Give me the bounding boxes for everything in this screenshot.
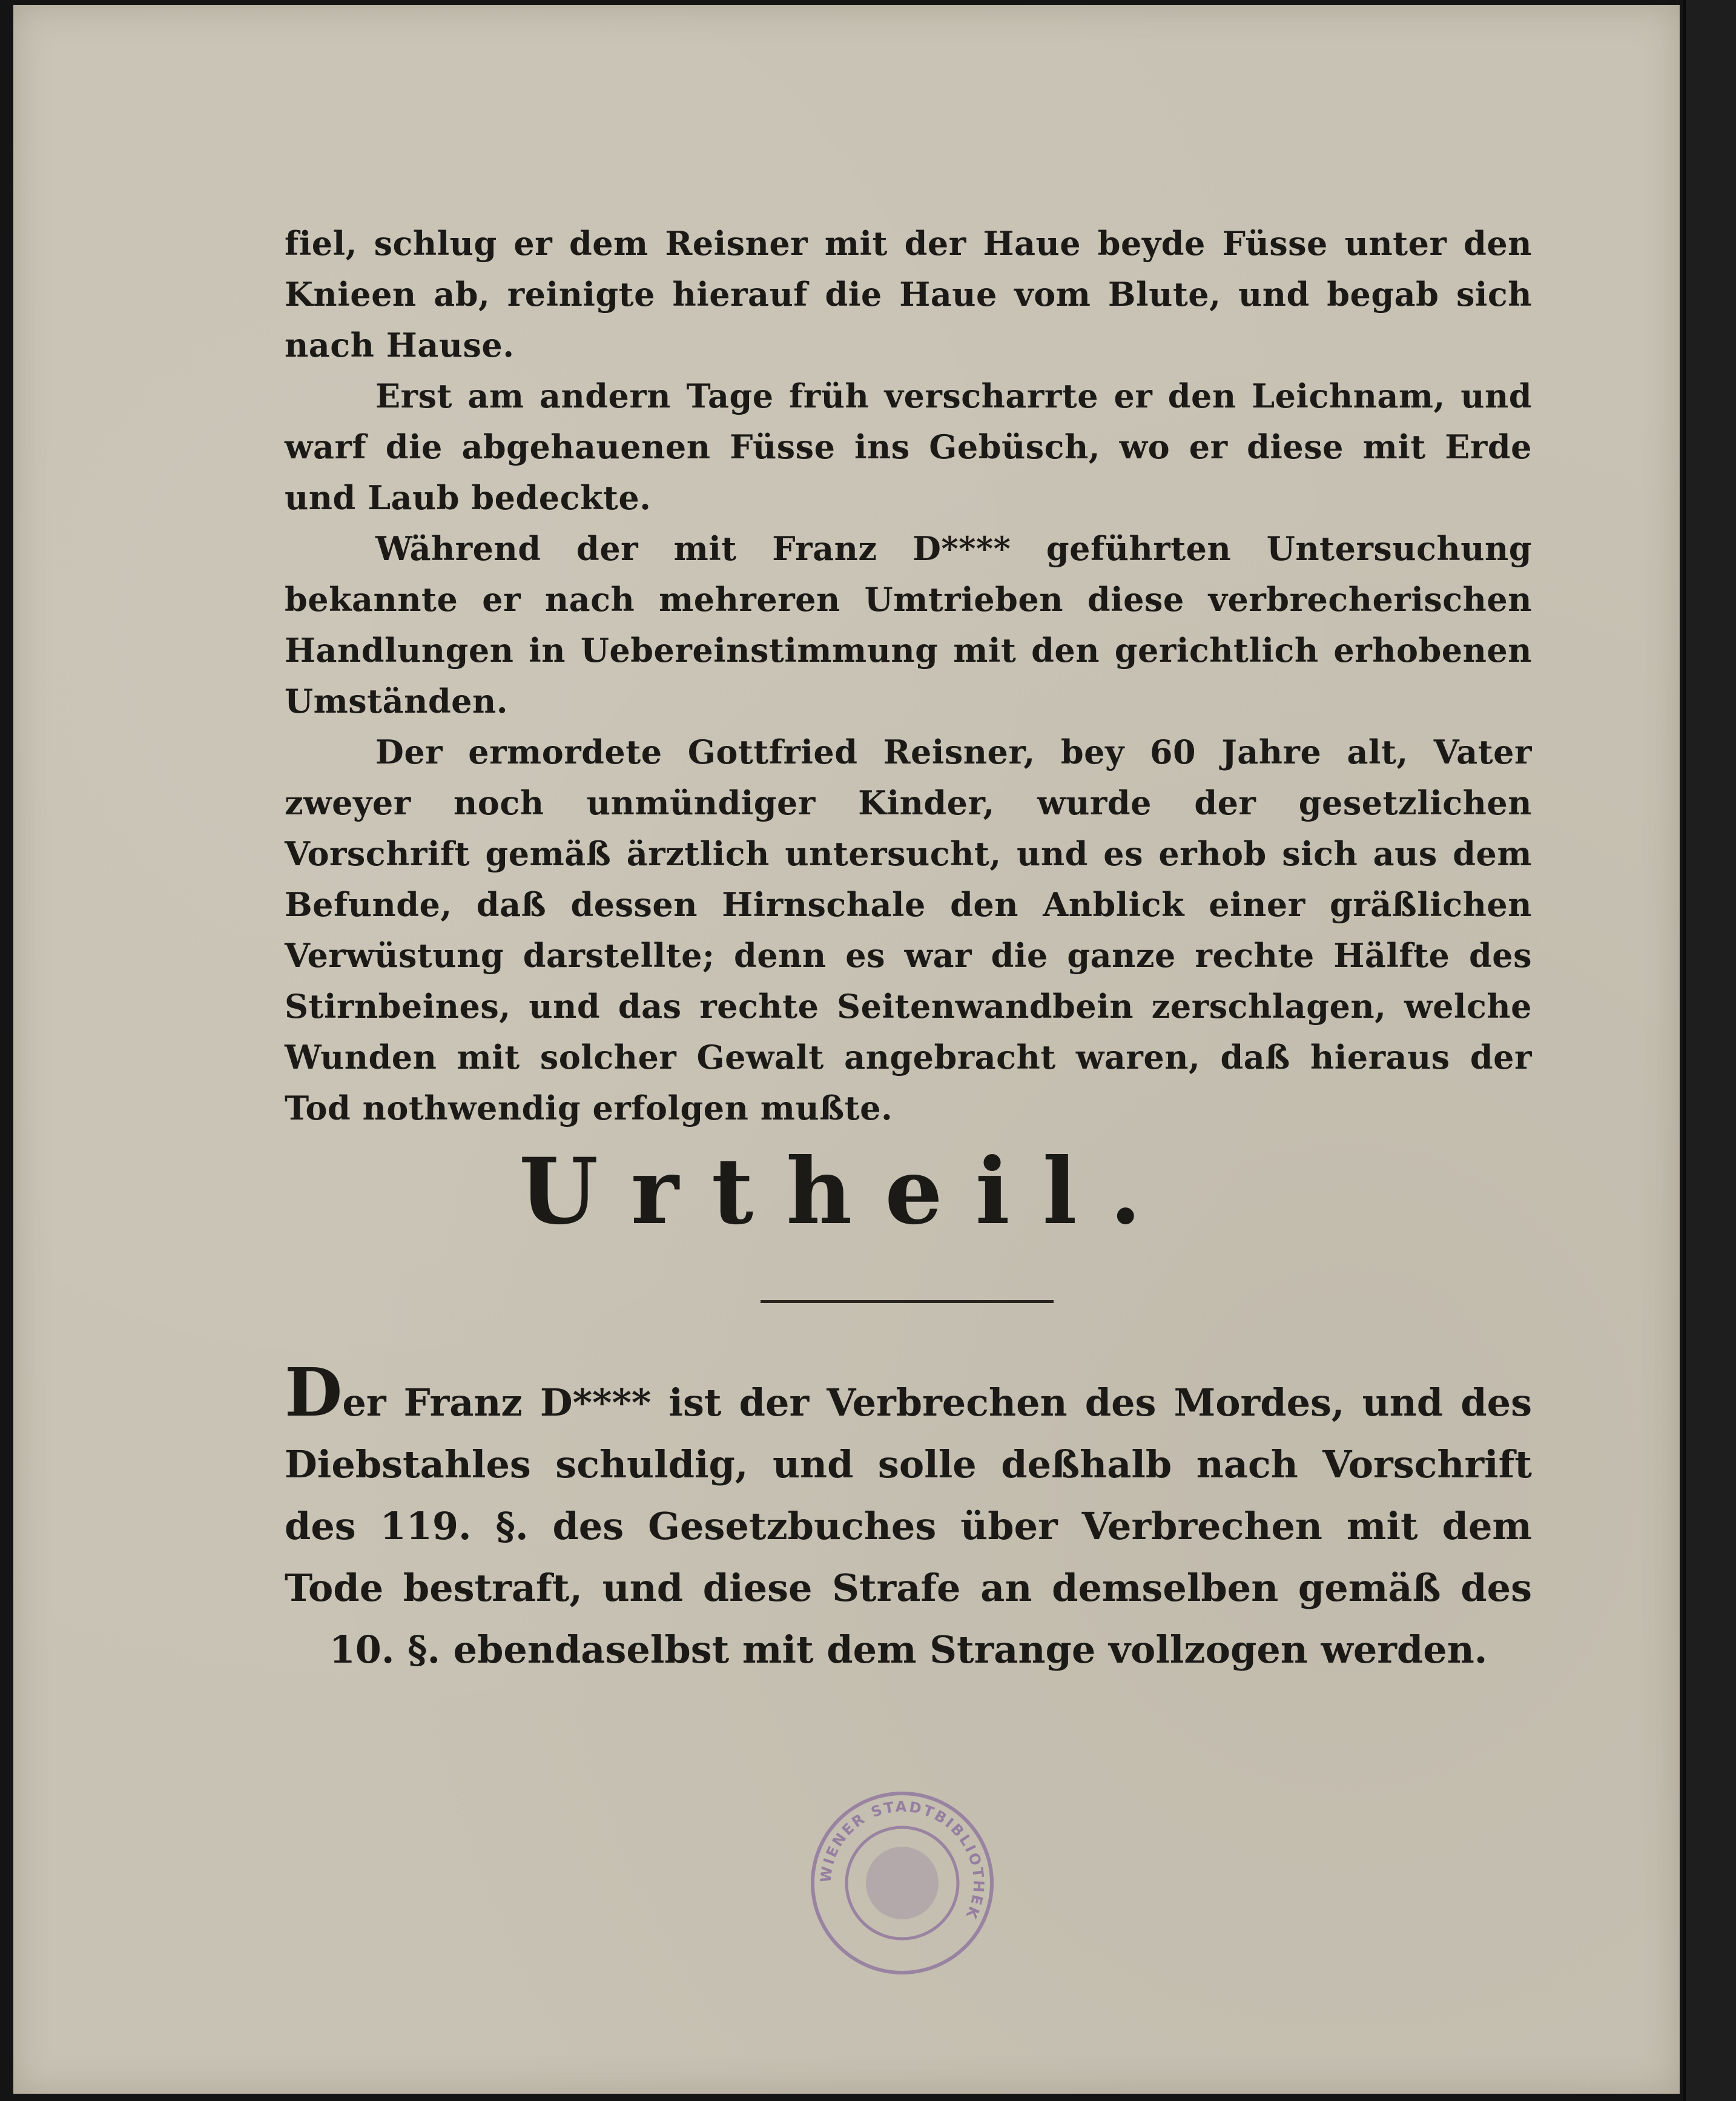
paragraph-4: Der ermordete Gottfried Reisner, bey 60 Jahre alt, Vater zweyer noch unmündiger Kinder, wurde der gesetzlichen Vorschrift gemäß ärztlich untersucht, und es erhob sich aus dem Befunde, daß dessen Hirnschale den Anblick einer gräßlichen Verwüstung darstellte; denn es war die ganze rechte Hälfte des Stirnbeines, und das rechte Seitenwandbein zerschlagen, welche Wunden mit solcher Gewalt angebracht waren, daß hieraus der Tod nothwendig erfolgen mußte. bbox=[285, 733, 1532, 1127]
stamp-text: WIENER STADTBIBLIOTHEK bbox=[817, 1798, 988, 1923]
paragraph-1: fiel, schlug er dem Reisner mit der Haue beyde Füsse unter den Knieen ab, reinigte hierauf die Haue vom Blute, und begab sich nach Hause. bbox=[285, 224, 1532, 364]
body-text bbox=[285, 218, 1532, 1133]
scan-edge bbox=[1683, 0, 1736, 2101]
verdict-heading: Urtheil. bbox=[519, 1138, 1174, 1245]
verdict-body: er Franz D**** ist der Verbrechen des Mordes, und des Diebstahles schuldig, und solle deßhalb nach Vorschrift des 119. §. des Gesetzbuches über Verbrechen mit dem Tode bestraft, und diese Strafe an demselben gemäß des 10. §. ebendaselbst mit dem Strange vollzogen werden. bbox=[285, 1380, 1532, 1672]
verdict-initial: D bbox=[285, 1353, 343, 1431]
library-stamp bbox=[805, 1786, 999, 1980]
paragraph-2: Erst am andern Tage früh verscharrte er den Leichnam, und warf die abgehauenen Füsse ins Gebüsch, wo er diese mit Erde und Laub bedeckte. bbox=[285, 377, 1532, 517]
verdict-text bbox=[285, 1353, 1532, 1681]
divider-rule bbox=[761, 1300, 1054, 1303]
paragraph-3: Während der mit Franz D**** geführten Untersuchung bekannte er nach mehreren Umtrieben diese verbrecherischen Handlungen in Uebereinstimmung mit den gerichtlich erhobenen Umständen. bbox=[285, 529, 1532, 721]
